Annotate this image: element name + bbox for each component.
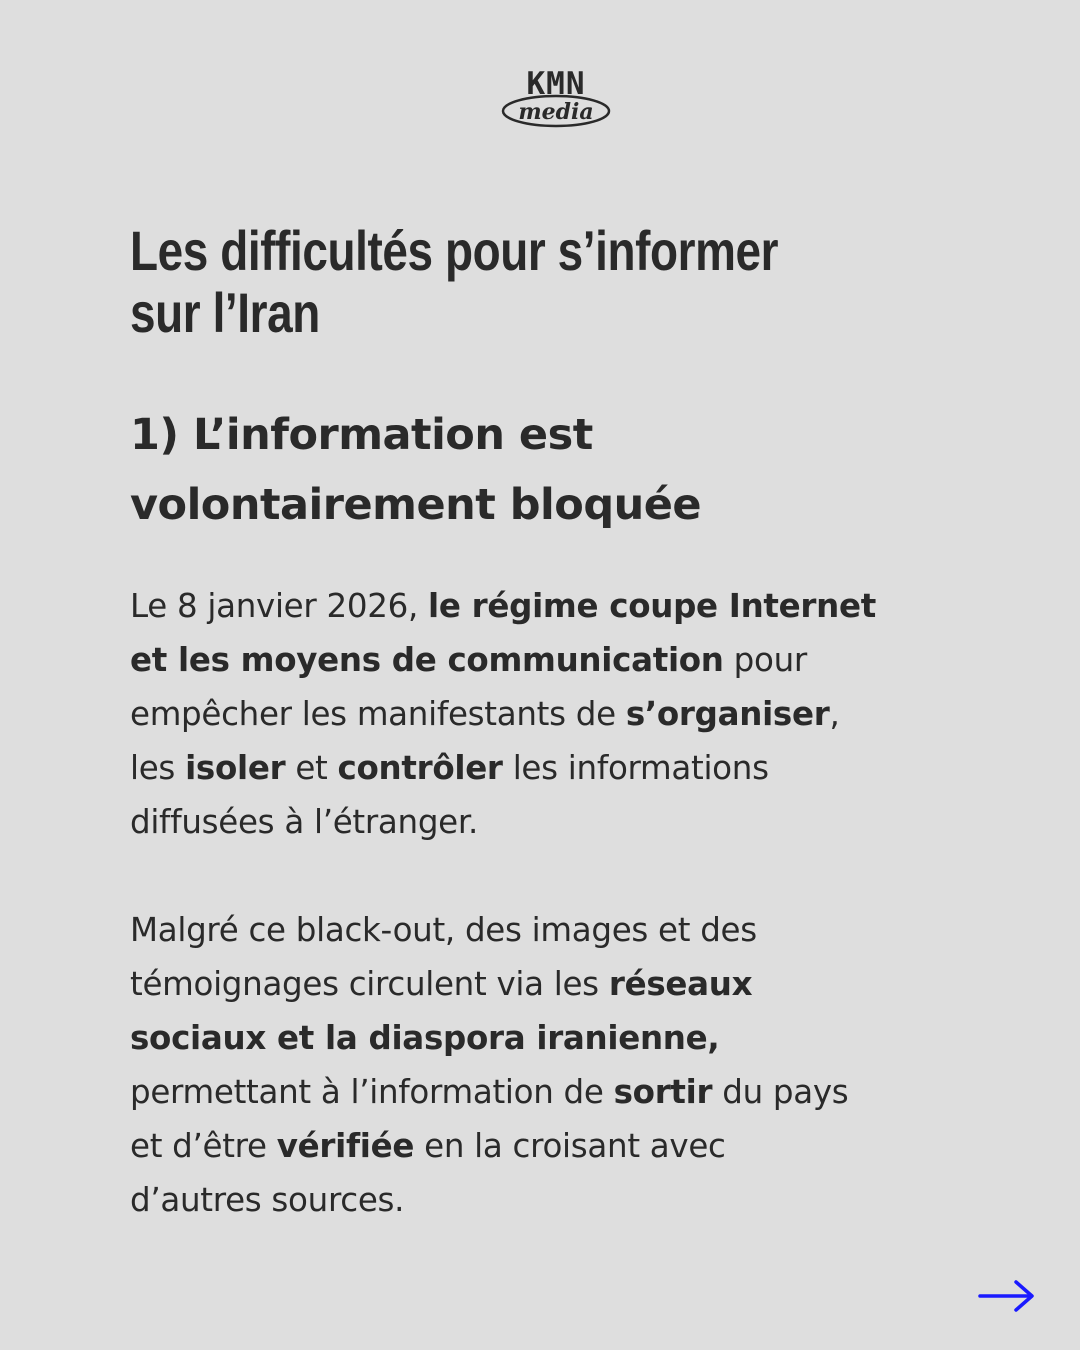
- paragraph-2-line-4: [130, 1065, 960, 1119]
- paragraph-1-line-1: [130, 579, 960, 633]
- paragraph-2: [130, 903, 960, 1227]
- logo-top-text: KMN: [526, 66, 586, 102]
- paragraph-1-line-5: diffusées à l’étranger.: [130, 803, 478, 841]
- bold-text-run: réseaux: [608, 965, 753, 1003]
- text-run: en la croisant avec: [414, 1127, 726, 1165]
- paragraph-1: [130, 579, 960, 849]
- bold-text-run: sortir: [613, 1073, 713, 1111]
- text-run: et d’être: [130, 1127, 277, 1165]
- text-run: empêcher les manifestants de: [130, 695, 626, 733]
- page-title: [130, 220, 819, 344]
- page-title-line-1: Les difficultés pour s’informer: [130, 219, 779, 282]
- section-heading-line-1: 1) L’information est: [130, 410, 593, 460]
- bold-text-run: isoler: [185, 749, 286, 787]
- paragraph-1-line-3: [130, 687, 960, 741]
- text-run: Le 8 janvier 2026,: [130, 587, 429, 625]
- paragraph-2-line-3: [130, 1011, 960, 1065]
- paragraph-1-line-4: [130, 741, 960, 795]
- paragraph-2-line-5: [130, 1119, 960, 1173]
- bold-text-run: sociaux et la diaspora iranienne,: [130, 1019, 720, 1057]
- section-heading: [130, 400, 950, 540]
- text-run: et: [285, 749, 338, 787]
- text-run: du pays: [712, 1073, 849, 1111]
- arrow-right-icon: [976, 1278, 1038, 1314]
- bold-text-run: vérifiée: [276, 1127, 415, 1165]
- text-run: témoignages circulent via les: [130, 965, 609, 1003]
- bold-text-run: s’organiser: [625, 695, 830, 733]
- section-heading-line-2: volontairement bloquée: [130, 480, 702, 530]
- paragraph-2-line-2: [130, 957, 960, 1011]
- kmn-media-logo: [498, 64, 614, 130]
- bold-text-run: et les moyens de communication: [130, 641, 724, 679]
- text-run: les informations: [502, 749, 769, 787]
- logo-bottom-text: media: [518, 99, 594, 125]
- bold-text-run: contrôler: [337, 749, 503, 787]
- text-run: pour: [723, 641, 807, 679]
- text-run: permettant à l’information de: [130, 1073, 614, 1111]
- text-run: ,: [829, 695, 840, 733]
- paragraph-1-line-2: [130, 633, 960, 687]
- text-run: les: [130, 749, 186, 787]
- bold-text-run: le régime coupe Internet: [428, 587, 876, 625]
- next-slide-button[interactable]: [976, 1278, 1038, 1314]
- paragraph-2-line-1: Malgré ce black-out, des images et des: [130, 911, 757, 949]
- page-title-line-2: sur l’Iran: [130, 281, 320, 344]
- paragraph-2-line-6: d’autres sources.: [130, 1181, 405, 1219]
- logo: [498, 64, 614, 130]
